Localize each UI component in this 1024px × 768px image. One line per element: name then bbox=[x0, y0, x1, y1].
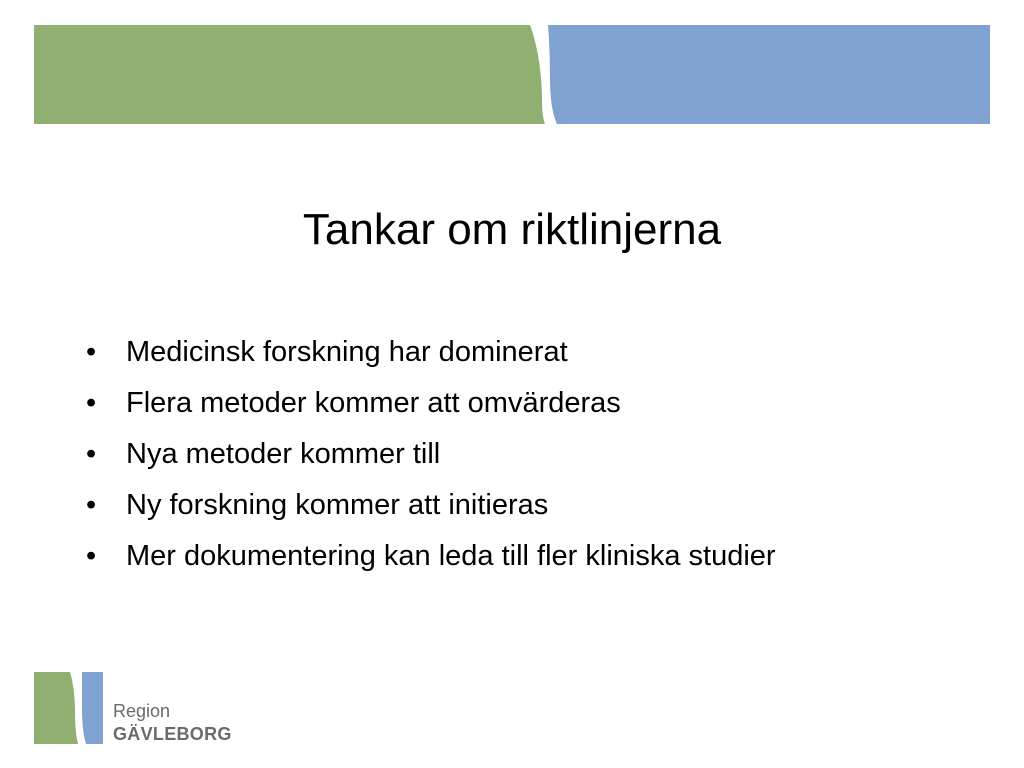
bullet-text: Nya metoder kommer till bbox=[126, 438, 441, 470]
bullet-item bbox=[84, 429, 984, 480]
logo-mark-icon bbox=[34, 672, 106, 744]
logo-region-text: Region bbox=[113, 701, 171, 721]
bullet-text: Mer dokumentering kan leda till fler kliniska studier bbox=[126, 540, 776, 572]
bullet-dot: • bbox=[86, 387, 97, 419]
bullet-dot: • bbox=[86, 489, 97, 521]
header-banner-blue bbox=[548, 25, 990, 124]
header-banner bbox=[34, 25, 990, 124]
bullet-text: Ny forskning kommer att initieras bbox=[126, 489, 549, 521]
bullet-text: Flera metoder kommer att omvärderas bbox=[126, 387, 621, 419]
bullet-dot: • bbox=[86, 438, 97, 470]
bullet-item bbox=[84, 480, 984, 531]
logo-mark-green bbox=[34, 672, 78, 744]
logo-name-text: GÄVLEBORG bbox=[113, 724, 232, 744]
header-banner-green bbox=[34, 25, 545, 124]
slide-title: Tankar om riktlinjerna bbox=[302, 205, 722, 254]
bullet-item bbox=[84, 531, 984, 582]
bullet-dot: • bbox=[86, 540, 97, 572]
header-banner-graphic bbox=[34, 25, 990, 124]
bullet-item bbox=[84, 378, 984, 429]
bullet-list bbox=[84, 327, 984, 582]
region-gavleborg-logo bbox=[34, 672, 234, 744]
bullet-text: Medicinsk forskning har dominerat bbox=[126, 336, 568, 368]
bullet-item bbox=[84, 327, 984, 378]
bullet-dot: • bbox=[86, 336, 97, 368]
logo-mark-blue bbox=[82, 672, 103, 744]
